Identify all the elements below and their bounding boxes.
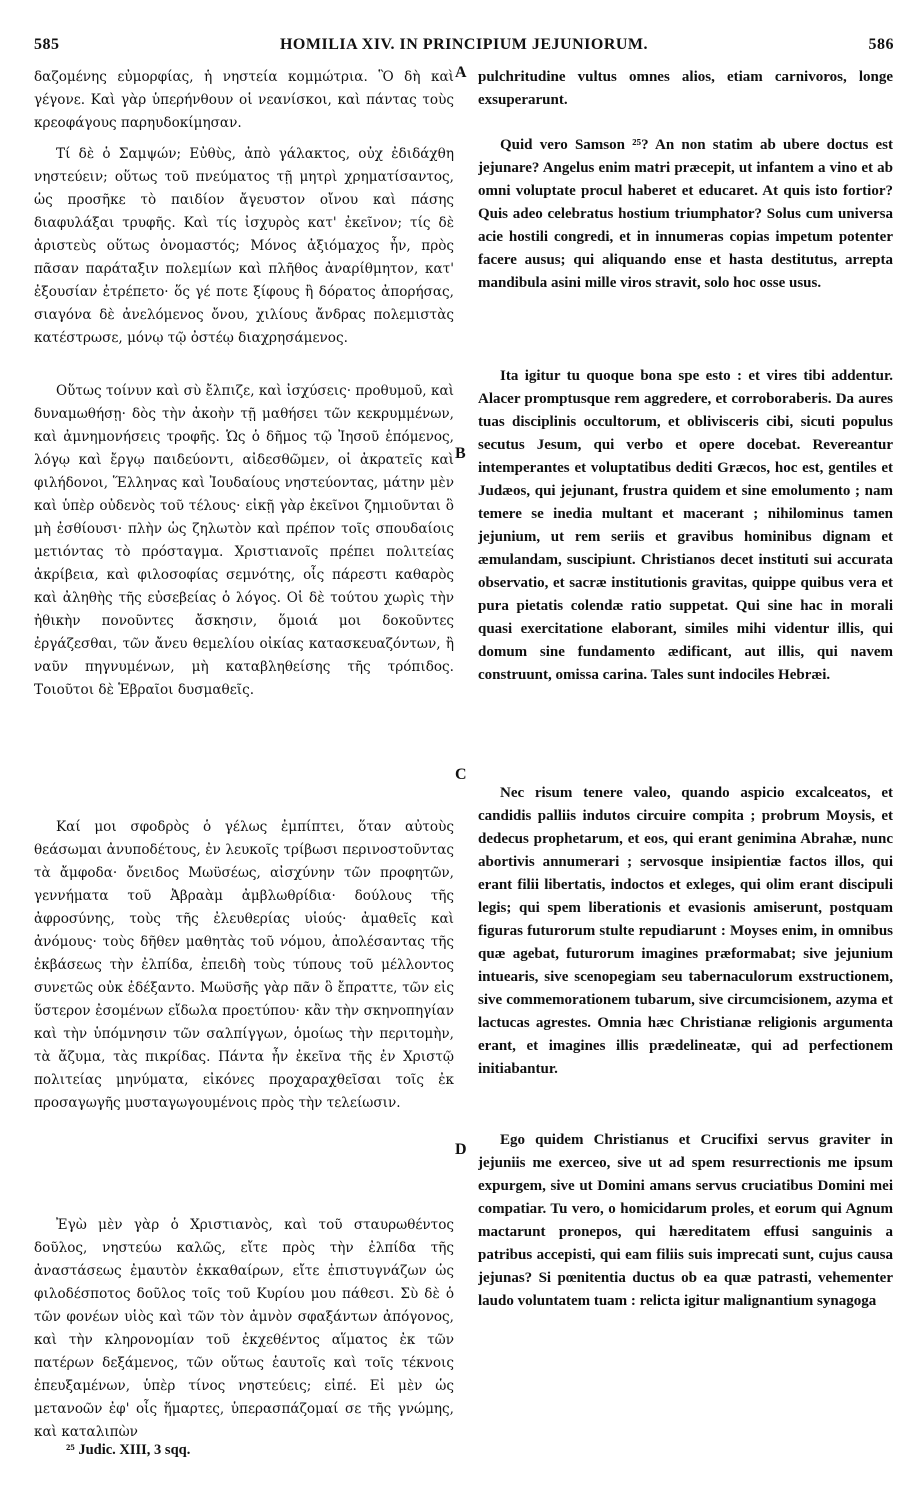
section-marker-b: B — [455, 445, 466, 462]
latin-paragraph: Quid vero Samson ²⁵? An non statim ab ubere doctus est jejunare? Angelus enim matri præcepit, ut infantem a vino et ab omni voluptate procul haberet et educaret. At quis isto fortior? Quis adeo celebratus hostium triumphator? Solus cum universa acie hostili congredi, et in innumeras copias impetum potenter facere ausus; qui aliquando ense et hasta destitutus, arrepta mandibula asini mille viros stravit, solo hoc osse usus. — [478, 137, 893, 291]
greek-paragraph: Ἐγὼ μὲν γὰρ ὁ Χριστιανὸς, καὶ τοῦ σταυρωθέντος δοῦλος, νηστεύω καλῶς, εἴτε πρὸς τὴν ἐλπίδα τῆς ἀναστάσεως ἐμαυτὸν ἐκκαθαίρων, εἴτε ἐπιστυγνάζων ὡς φιλοδέσποτος δοῦλος τοῖς τοῦ Κυρίου μου πάθεσι. Σὺ δὲ ὁ τῶν φονέων υἱὸς καὶ τῶν τὸν ἀμνὸν σφαξάντων ἀπόγονος, καὶ τὴν κληρονομίαν τοῦ ἐκχεθέντος αἵματος ἐκ τῶν πατέρων δεξάμενος, τῶν οὕτως ἑαυτοῖς καὶ τοῖς τέκνοις ἐπευξαμένων, ὑπὲρ τίνος νηστεύεις; εἰπέ. Εἰ μὲν ὡς μετανοῶν ἐφ' οἷς ἥμαρτες, ὑπερασπάζομαί σε τῆς γνώμης, καὶ καταλιπὼν — [34, 1217, 454, 1440]
section-marker-c: C — [455, 766, 467, 783]
latin-paragraph: Ego quidem Christianus et Crucifixi servus graviter in jejuniis me exerceo, sive ut ad spem resurrectionis me ipsum expurgem, sive ut Domini amans servus cruciatibus Domini mei compatiar. Tu vero, o homicidarum proles, et eorum qui Agnum mactarunt pronepos, qui hæreditatem effusi sanguinis a patribus accepisti, qui eam filiis suis imprecati sunt, cujus causa jejunas? Si pœnitentia ductus ob ea quæ patrasti, vehementer laudo voluntatem tuam : relicta igitur malignantium synagoga — [478, 1132, 893, 1309]
page-number-right: 586 — [868, 36, 894, 53]
latin-paragraph: pulchritudine vultus omnes alios, etiam carnivoros, longe exsuperarunt. — [478, 69, 893, 108]
greek-paragraph: Οὕτως τοίνυν καὶ σὺ ἔλπιζε, καὶ ἰσχύσεις· προθυμοῦ, καὶ δυναμωθήσῃ· δὸς τὴν ἀκοὴν τῇ μαθήσει τῶν κεκρυμμένων, καὶ ἀμνημονήσεις τροφῆς. Ὡς ὁ δῆμος τῷ Ἰησοῦ ἑπόμενος, λόγῳ καὶ ἔργῳ παιδεύοντι, αἰδεσθῶμεν, οἱ ἀκρατεῖς καὶ φιλήδονοι, Ἕλληνας καὶ Ἰουδαίους νηστεύοντας, μάτην μὲν καὶ ὑπὲρ οὐδενὸς τοῦ τέλους· εἰκῇ γὰρ ἐκεῖνοι ζημιοῦνται ὃ μὴ ἐσθίουσι· πλὴν ὡς ζηλωτὸν καὶ πρέπον τοῖς σπουδαίοις μετιόντας τὸ πρόσταγμα. Χριστιανοῖς πρέπει πολιτείας ἀκρίβεια, καὶ φιλοσοφίας σεμνότης, οἷς πάρεστι καθαρὸς καὶ ἀληθὴς τῆς εὐσεβείας ὁ λόγος. Οἱ δὲ τούτου χωρὶς τὴν ἠθικὴν πονοῦντες ἄσκησιν, ὅμοιά μοι δοκοῦντες ἐργάζεσθαι, τῶν ἄνευ θεμελίου οἰκίας κατασκευαζόντων, ἢ ναῦν πηγνυμένων, μὴ καταβληθείσης τῆς τρόπιδος. Τοιοῦτοι δὲ Ἑβραῖοι δυσμαθεῖς. — [34, 383, 454, 698]
greek-paragraph: Καί μοι σφοδρὸς ὁ γέλως ἐμπίπτει, ὅταν αὐτοὺς θεάσωμαι ἀνυποδέτους, ἐν λευκοῖς τρίβωσι περινοστοῦντας τὰ ἄμφοδα· ὄνειδος Μωϋσέως, αἰσχύνην τῶν προφητῶν, γεννήματα τοῦ Ἀβραὰμ ἀμβλωθρίδια· δούλους τῆς ἀφροσύνης, τοὺς τῆς ἐλευθερίας υἱούς· ἀμαθεῖς καὶ ἀνόμους· τοὺς δῆθεν μαθητὰς τοῦ νόμου, ἀπολέσαντας τῆς ἐκβάσεως τὴν ἐλπίδα, ἐπειδὴ τοὺς τύπους τοῦ μέλλοντος συνετῶς οὐκ ἐδέξαντο. Μωϋσῆς γὰρ πᾶν ὃ ἔπραττε, τῶν εἰς ὕστερον ἐσομένων εἴδωλα προετύπου· κἂν τὴν σκηνοπηγίαν καὶ τὴν ὑπόμνησιν τῶν σαλπίγγων, ὁμοίως τὴν περιτομὴν, τὰ ἄζυμα, τὰς πικρίδας. Πάντα ἦν ἐκεῖνα τῆς ἐν Χριστῷ πολιτείας μηνύματα, εἰκόνες προχαραχθεῖσαι τοῖς ἐκ προσαγωγῆς μυσταγωγουμένοις πρὸς τὴν τελείωσιν. — [34, 819, 454, 1111]
page-number-left: 585 — [34, 36, 60, 53]
greek-paragraph: δαζομένης εὐμορφίας, ἡ νηστεία κομμώτρια. Ὃ δὴ καὶ γέγονε. Καὶ γὰρ ὑπερήνθουν οἱ νεανίσκοι, καὶ πάντας τοὺς κρεοφάγους παρηυδοκίμησαν. — [34, 69, 454, 131]
running-title: HOMILIA XIV. IN PRINCIPIUM JEJUNIORUM. — [279, 36, 649, 53]
latin-paragraph: Nec risum tenere valeo, quando aspicio excalceatos, et candidis palliis indutos circuire compita ; probrum Moysis, et dedecus prophetarum, et eos, qui erant genimina Abrahæ, nunc abortivis annumerari ; servosque insipientiæ factos illos, qui erant filii libertatis, indoctos et exleges, qui olim erant discipuli legis; qui spem liberationis et evasionis amiserunt, postquam figuras futurorum stulte repudiarunt : Moyses enim, in omnibus quæ agebat, futurorum imagines præformabat; sive jejunium intuearis, sive scenopegiam seu tabernaculorum exstructionem, sive commemorationem tubarum, sive circumcisionem, azyma et lactucas agrestes. Omnia hæc Christianæ religionis argumenta erant, et imagines illis prædelineatæ, qui ad perfectionem initiabantur. — [478, 785, 893, 1077]
section-marker-a: A — [455, 64, 467, 81]
footnote: ²⁵ Judic. XIII, 3 sqq. — [66, 1442, 191, 1458]
greek-paragraph: Τί δὲ ὁ Σαμψών; Εὐθὺς, ἀπὸ γάλακτος, οὐχ ἐδιδάχθη νηστεύειν; οὕτως τοῦ πνεύματος τῇ μητρὶ χρηματίσαντος, ὡς προσῆκε τὸ παιδίον ἄγευστον οἴνου καὶ πάσης διαφυλάξαι τρυφῆς. Καὶ τίς ἰσχυρὸς κατ' ἐκεῖνον; τίς δὲ ἀριστεὺς οὕτως ὀνομαστός; Μόνος ἀξιόμαχος ἦν, πρὸς πᾶσαν παράταξιν πολεμίων καὶ πλῆθος ἀναρίθμητον, κατ' ἐξουσίαν ἐτρέπετο· ὅς γέ ποτε ξίφους ἢ δόρατος ἀπορήσας, σιαγόνα δὲ ἀνελόμενος ὄνου, χιλίους ἄνδρας πολεμιστὰς κατέστρωσε, μόνῳ τῷ ὀστέῳ διαχρησάμενος. — [34, 146, 454, 346]
latin-column — [478, 66, 893, 1405]
section-marker-d: D — [455, 1141, 467, 1158]
margin-markers — [455, 0, 475, 1501]
latin-paragraph: Ita igitur tu quoque bona spe esto : et vires tibi addentur. Alacer promptusque rem aggredere, et corroboraberis. Da aures tuas disciplinis occultorum, et oblivisceris cibi, sicuti populus secutus Jesum, qui verbo et opere docebat. Revereantur intemperantes et voluptatibus dediti Græcos, hoc est, gentiles et Judæos, qui jejunant, frustra quidem et sine emolumento ; nam temere se inedia multant et macerant ; nihilominus tamen jejunium, ut rem seriis et gravibus hominibus dignam et æmulandam, suscipiunt. Christianos decet instituti sui accurata observatio, et sacræ institutionis gravitas, quippe quibus vera et pura pietatis colendæ ratio suppetat. Qui sine hac in morali quasi exercitatione elaborant, similes mihi videntur illis, qui domum sine fundamento ædificant, aut illis, qui navem construunt, omissa carina. Tales sunt indociles Hebræi. — [478, 368, 893, 683]
greek-column — [34, 66, 454, 1490]
